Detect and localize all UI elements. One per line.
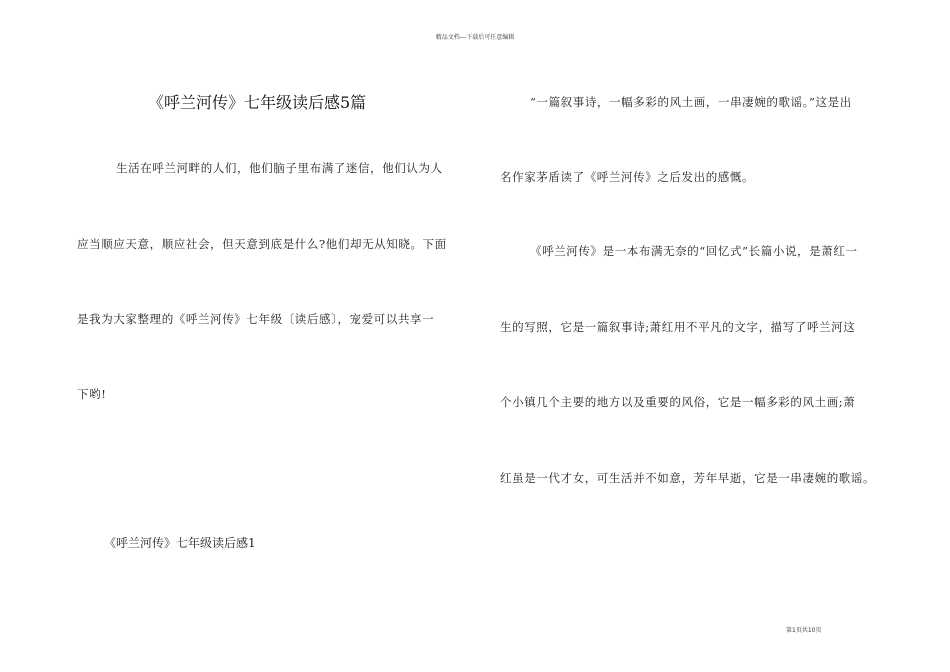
right-paragraph-line-3: 《呼兰河传》是一本布满无奈的“回忆式”长篇小说，是萧红一	[530, 244, 858, 258]
page-number: 第1页共10页	[786, 627, 822, 634]
left-paragraph-line-1: 生活在呼兰河畔的人们，他们脑子里布满了迷信，他们认为人	[116, 161, 443, 175]
left-paragraph-line-4: 下哟!	[77, 387, 107, 401]
right-paragraph-line-6: 红虽是一代才女，可生活并不如意，芳年早逝，它是一串凄婉的歌谣。	[500, 471, 876, 485]
right-paragraph-line-2: 名作家茅盾读了《呼兰河传》之后发出的感慨。	[500, 170, 755, 184]
right-paragraph-line-5: 个小镇几个主要的地方以及重要的风俗，它是一幅多彩的风土画;萧	[500, 395, 856, 409]
left-paragraph-line-2: 应当顺应天意，顺应社会，但天意到底是什么?他们却无从知晓。下面	[77, 237, 447, 251]
right-paragraph-line-1: “一篇叙事诗，一幅多彩的风土画，一串凄婉的歌谣。”这是出	[530, 95, 852, 109]
right-paragraph-line-4: 生的写照，它是一篇叙事诗;萧红用不平凡的文字，描写了呼兰河这	[500, 320, 856, 334]
section-subheading: 《呼兰河传》七年级读后感1	[104, 536, 256, 550]
page-title: 《呼兰河传》七年级读后感5篇	[148, 93, 367, 112]
left-paragraph-line-3: 是我为大家整理的《呼兰河传》七年级〔读后感〕，宠爱可以共享一	[77, 312, 435, 326]
header-note: 精品文档---下载后可任意编辑	[435, 34, 515, 41]
